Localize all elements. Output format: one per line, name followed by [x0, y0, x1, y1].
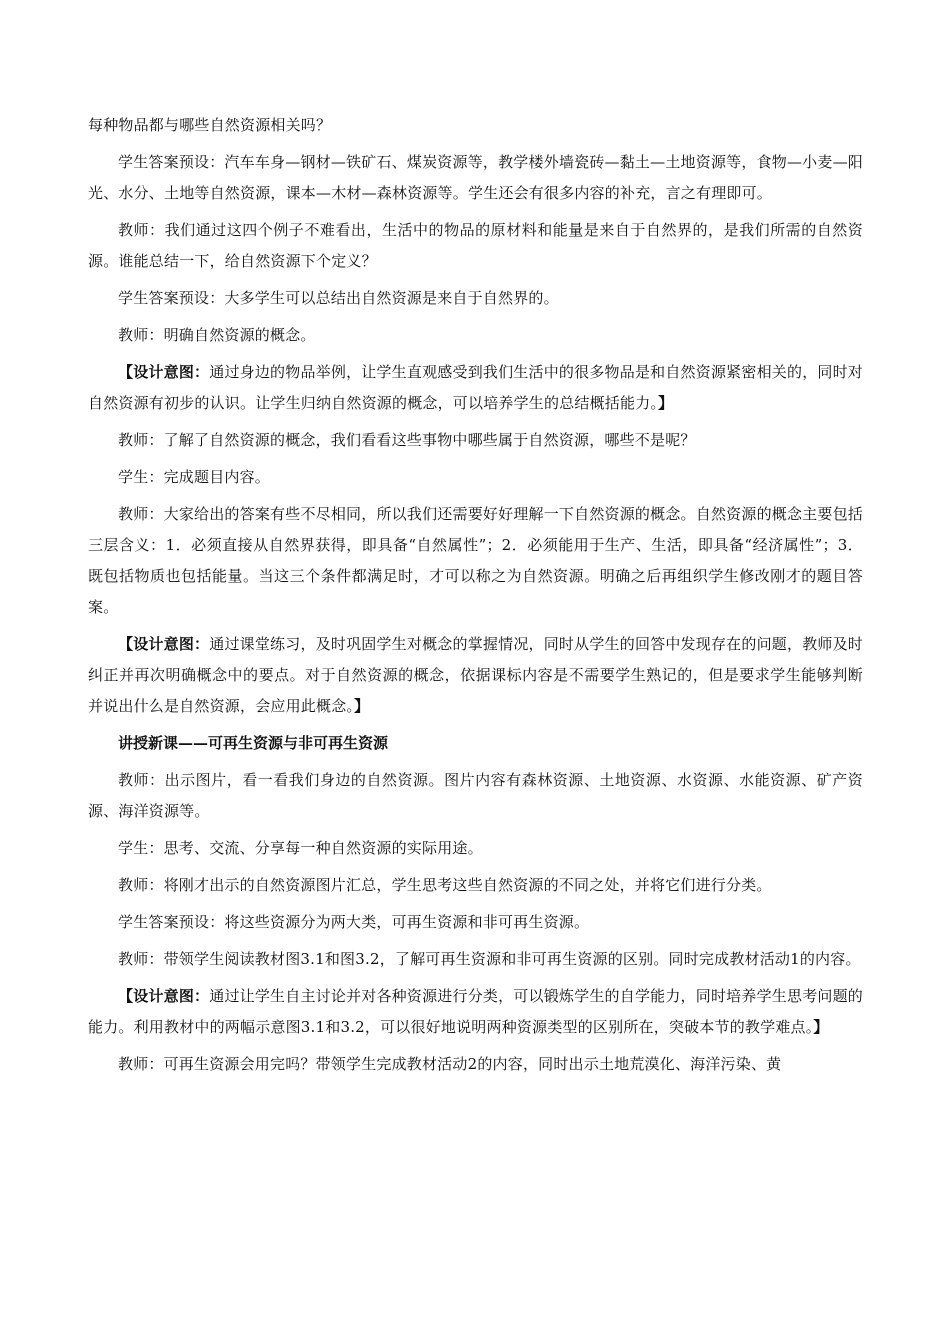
paragraph-teacher-5: 教师：出示图片，看一看我们身边的自然资源。图片内容有森林资源、土地资源、水资源、水能资源、矿产资源、海洋资源等。 [88, 771, 863, 820]
paragraph-student-answer-2: 学生答案预设：大多学生可以总结出自然资源是来自于自然界的。 [118, 289, 559, 307]
design-intent-text: 通过身边的物品举例，让学生直观感受到我们生活中的很多物品是和自然资源紧密相关的，同时对自然资源有初步的认识。让学生归纳自然资源的概念，可以培养学生的总结概括能力。 [88, 363, 864, 412]
design-intent-label: 【设计意图： [118, 635, 210, 653]
section-heading: 讲授新课——可再生资源与非可再生资源 [118, 734, 389, 752]
document-page [88, 110, 863, 1080]
paragraph-teacher-3: 教师：了解了自然资源的概念，我们看看这些事物中哪些属于自然资源，哪些不是呢？ [118, 431, 696, 449]
design-intent-label: 【设计意图： [118, 363, 210, 381]
design-intent-end: 】 [658, 394, 674, 412]
paragraph-teacher-6: 教师：将刚才出示的自然资源图片汇总，学生思考这些自然资源的不同之处，并将它们进行分类。 [118, 876, 772, 894]
paragraph-teacher-4: 教师：大家给出的答案有些不尽相同，所以我们还需要好好理解一下自然资源的概念。自然资源的概念主要包括三层含义：1．必须直接从自然界获得，即具备“自然属性”；2．必须能用于生产、生活，即具备“经济属性”；3．既包括物质也包括能量。当这三个条件都满足时，才可以称之为自然资源。明确之后再组织学生修改刚才的题目答案。 [88, 505, 863, 616]
paragraph-teacher-7: 教师：带领学生阅读教材图3.1和图3.2，了解可再生资源和非可再生资源的区别。同时完成教材活动1的内容。 [118, 950, 861, 968]
paragraph-student-answer-3: 学生答案预设：将这些资源分为两大类，可再生资源和非可再生资源。 [118, 913, 590, 931]
paragraph-design-intent-3 [88, 981, 863, 1043]
paragraph-student-answer-1: 学生答案预设：汽车车身—钢材—铁矿石、煤炭资源等，教学楼外墙瓷砖—黏土—土地资源等，食物—小麦—阳光、水分、土地等自然资源，课本—木材—森林资源等。学生还会有很多内容的补充，言之有理即可。 [88, 153, 863, 202]
paragraph-teacher-1: 教师：我们通过这四个例子不难看出，生活中的物品的原材料和能量是来自于自然界的，是我们所需的自然资源。谁能总结一下，给自然资源下个定义？ [88, 221, 863, 270]
paragraph-teacher-8: 教师：可再生资源会用完吗？带领学生完成教材活动2的内容，同时出示土地荒漠化、海洋污染、黄 [118, 1055, 782, 1073]
paragraph-teacher-2: 教师：明确自然资源的概念。 [118, 326, 316, 344]
design-intent-end: 】 [354, 697, 370, 715]
design-intent-text: 通过让学生自主讨论并对各种资源进行分类，可以锻炼学生的自学能力，同时培养学生思考问题的能力。利用教材中的两幅示意图3.1和3.2，可以很好地说明两种资源类型的区别所在，突破本节的教学难点。 [88, 987, 864, 1036]
paragraph-design-intent-2 [88, 629, 863, 722]
design-intent-text: 通过课堂练习，及时巩固学生对概念的掌握情况，同时从学生的回答中发现存在的问题，教师及时纠正并再次明确概念中的要点。对于自然资源的概念，依据课标内容是不需要学生熟记的，但是要求学生能够判断并说出什么是自然资源，会应用此概念。 [88, 635, 864, 715]
paragraph-student-2: 学生：思考、交流、分享每一种自然资源的实际用途。 [118, 839, 483, 857]
paragraph-student-1: 学生：完成题目内容。 [118, 468, 271, 486]
paragraph-design-intent-1 [88, 357, 863, 419]
design-intent-label: 【设计意图： [118, 987, 210, 1005]
design-intent-end: 】 [813, 1018, 829, 1036]
paragraph-question-continuation: 每种物品都与哪些自然资源相关吗？ [88, 116, 332, 134]
